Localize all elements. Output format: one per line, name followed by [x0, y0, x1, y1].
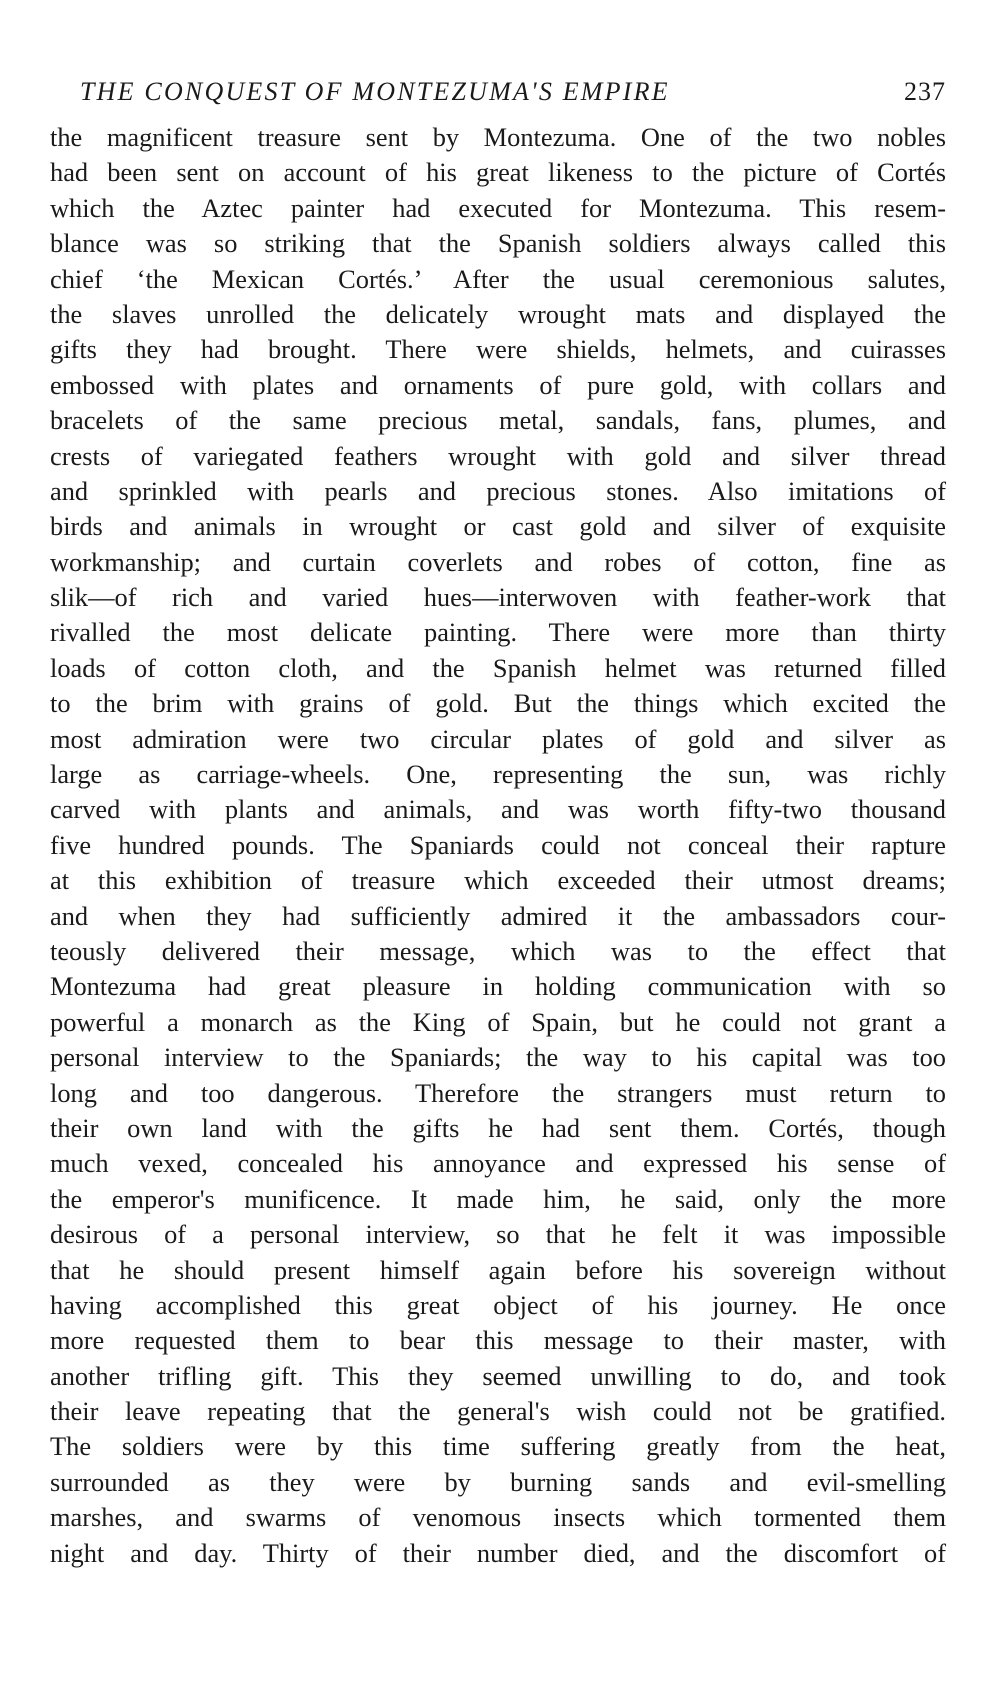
- text-line: to the brim with grains of gold. But the things which excited the: [50, 688, 946, 719]
- text-line: much vexed, concealed his annoyance and expressed his sense of: [50, 1148, 946, 1179]
- text-line: marshes, and swarms of venomous insects which tormented them: [50, 1502, 946, 1533]
- body-text: [50, 120, 946, 1571]
- text-line: and when they had sufficiently admired it the ambassadors cour-: [50, 900, 946, 931]
- running-title: THE CONQUEST OF MONTEZUMA'S EMPIRE: [80, 77, 670, 106]
- text-line: powerful a monarch as the King of Spain, but he could not grant a: [50, 1006, 946, 1037]
- page-number: 237: [904, 77, 946, 106]
- text-line: more requested them to bear this message to their master, with: [50, 1325, 946, 1356]
- text-line: and sprinkled with pearls and precious stones. Also imitations of: [50, 475, 946, 506]
- text-line: embossed with plates and ornaments of pure gold, with collars and: [50, 369, 946, 400]
- text-line: slik—of rich and varied hues—interwoven with feather-work that: [50, 582, 946, 613]
- text-line: personal interview to the Spaniards; the way to his capital was too: [50, 1042, 946, 1073]
- text-line: bracelets of the same precious metal, sandals, fans, plumes, and: [50, 405, 946, 436]
- running-head: [50, 72, 946, 112]
- text-line: night and day. Thirty of their number died, and the discomfort of: [50, 1537, 946, 1568]
- text-line: workmanship; and curtain coverlets and robes of cotton, fine as: [50, 546, 946, 577]
- text-line: teously delivered their message, which was to the effect that: [50, 935, 946, 966]
- text-line: that he should present himself again before his sovereign without: [50, 1254, 946, 1285]
- text-line: the slaves unrolled the delicately wrought mats and displayed the: [50, 298, 946, 329]
- text-line: carved with plants and animals, and was worth fifty-two thousand: [50, 794, 946, 825]
- text-line: crests of variegated feathers wrought with gold and silver thread: [50, 440, 946, 471]
- text-line: the magnificent treasure sent by Montezuma. One of the two nobles: [50, 122, 946, 152]
- text-line: five hundred pounds. The Spaniards could not conceal their rapture: [50, 829, 946, 860]
- text-line: having accomplished this great object of his journey. He once: [50, 1289, 946, 1320]
- text-line: surrounded as they were by burning sands and evil-smelling: [50, 1466, 946, 1497]
- text-line: Montezuma had great pleasure in holding communication with so: [50, 971, 946, 1002]
- text-line: had been sent on account of his great likeness to the picture of Cortés: [50, 157, 946, 188]
- text-line: their leave repeating that the general's wish could not be gratified.: [50, 1396, 946, 1427]
- text-line: most admiration were two circular plates of gold and silver as: [50, 723, 946, 754]
- text-line: which the Aztec painter had executed for Montezuma. This resem-: [50, 192, 946, 223]
- text-line: gifts they had brought. There were shields, helmets, and cuirasses: [50, 334, 946, 365]
- text-line: the emperor's munificence. It made him, he said, only the more: [50, 1183, 946, 1214]
- text-line: chief ‘the Mexican Cortés.’ After the usual ceremonious salutes,: [50, 263, 946, 294]
- text-line: desirous of a personal interview, so that he felt it was impossible: [50, 1219, 946, 1250]
- text-line: another trifling gift. This they seemed unwilling to do, and took: [50, 1360, 946, 1391]
- text-line: blance was so striking that the Spanish soldiers always called this: [50, 228, 946, 259]
- book-page: [50, 72, 946, 1571]
- text-line: at this exhibition of treasure which exceeded their utmost dreams;: [50, 865, 946, 896]
- text-line: large as carriage-wheels. One, representing the sun, was richly: [50, 759, 946, 790]
- text-line: rivalled the most delicate painting. There were more than thirty: [50, 617, 946, 648]
- text-line: birds and animals in wrought or cast gold and silver of exquisite: [50, 511, 946, 542]
- text-line: loads of cotton cloth, and the Spanish helmet was returned filled: [50, 652, 946, 683]
- text-line: long and too dangerous. Therefore the strangers must return to: [50, 1077, 946, 1108]
- text-line: The soldiers were by this time suffering greatly from the heat,: [50, 1431, 946, 1462]
- text-line: their own land with the gifts he had sent them. Cortés, though: [50, 1112, 946, 1143]
